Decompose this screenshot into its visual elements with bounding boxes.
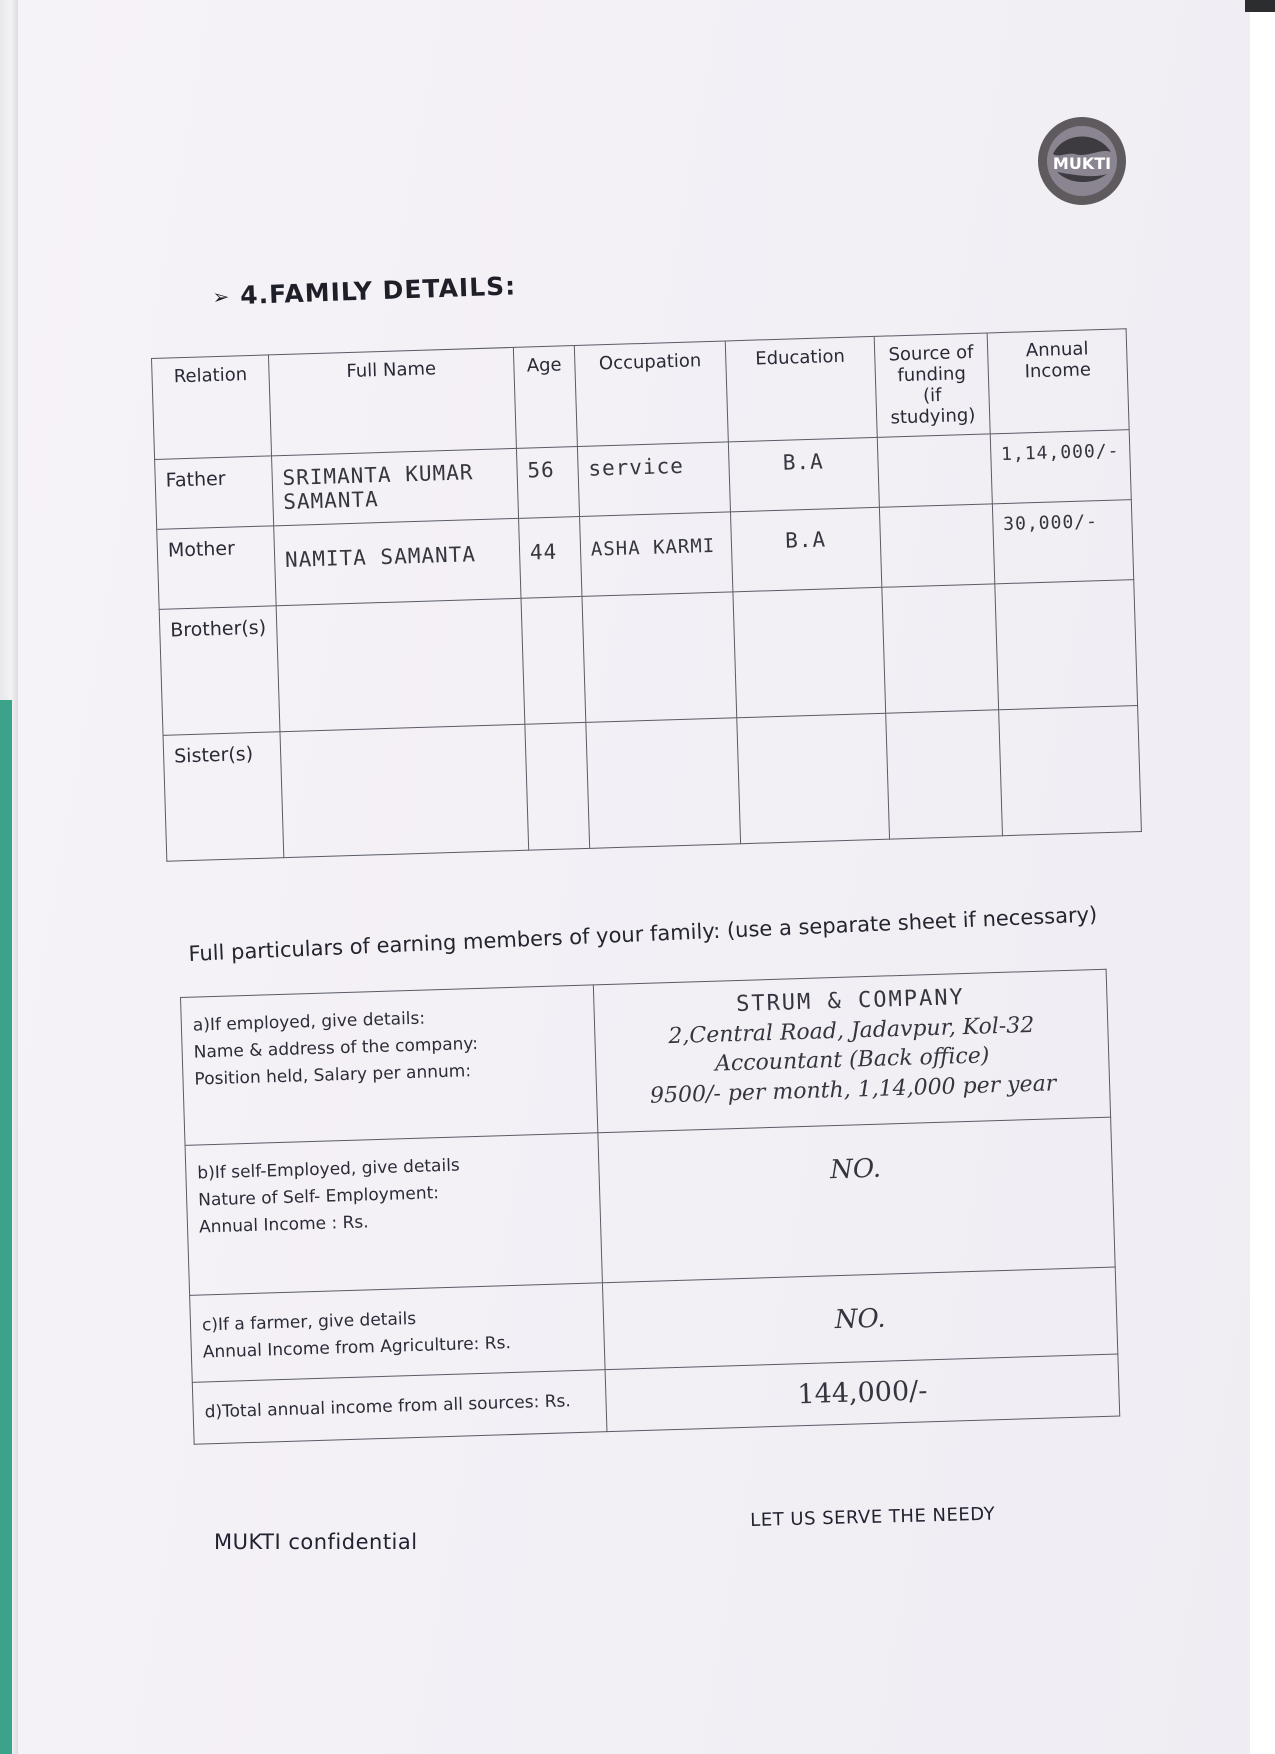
age-cell (525, 723, 586, 745)
relation-cell: Brother(s) (169, 616, 267, 642)
farmer-label-1: c)If a farmer, give details (201, 1308, 417, 1336)
total-label: d)Total annual income from all sources: Rs. (204, 1391, 572, 1423)
employed-label-3: Position held, Salary per annum: (194, 1061, 472, 1090)
particulars-heading: Full particulars of earning members of your family: (use a separate sheet if necessary) (188, 902, 1098, 966)
source-cell (882, 584, 995, 607)
source-cell (886, 710, 999, 733)
green-cover-edge (0, 700, 12, 1754)
age-cell: 56 (527, 457, 556, 483)
self-employed-label-3: Annual Income : Rs. (198, 1212, 369, 1238)
scan-corner (1245, 0, 1275, 12)
occupation-cell: service (587, 453, 685, 481)
occupation-cell (582, 592, 733, 617)
header-full-name: Full Name (346, 358, 437, 383)
arrow-bullet-icon: ➢ (212, 283, 231, 309)
relation-cell: Sister(s) (173, 743, 254, 768)
table-row (181, 969, 1111, 1145)
family-details-table (151, 328, 1142, 862)
relation-cell: Mother (167, 537, 236, 562)
footer-confidential: MUKTI confidential (214, 1530, 418, 1554)
earning-members-table (180, 969, 1120, 1445)
position-held: Accountant (Back office) (714, 1043, 990, 1078)
age-cell: 44 (529, 539, 558, 565)
company-address: 2,Central Road, Jadavpur, Kol-32 (668, 1012, 1035, 1049)
self-employed-label-1: b)If self-Employed, give details (197, 1155, 461, 1184)
farmer-answer: NO. (834, 1303, 887, 1336)
header-source-funding: Source of funding (if studying) (888, 341, 976, 429)
education-cell: B.A (784, 527, 827, 553)
employed-label-2: Name & address of the company: (193, 1034, 479, 1063)
header-annual-income: Annual Income (1024, 338, 1092, 383)
income-cell: 30,000/- (1002, 511, 1099, 536)
source-cell (880, 504, 993, 527)
farmer-labels (191, 1284, 603, 1381)
relation-cell: Father (165, 467, 226, 492)
header-relation: Relation (173, 364, 248, 388)
company-name: STRUM & COMPANY (735, 985, 966, 1018)
header-occupation: Occupation (598, 350, 702, 375)
self-employed-label-2: Nature of Self- Employment: (197, 1183, 440, 1211)
education-cell (733, 588, 882, 613)
total-answer: 144,000/- (797, 1375, 928, 1411)
document-page (18, 0, 1250, 1754)
name-cell: NAMITA SAMANTA (284, 542, 477, 572)
education-cell: B.A (782, 449, 825, 475)
header-age: Age (526, 354, 562, 377)
footer-tagline: LET US SERVE THE NEEDY (750, 1503, 996, 1531)
header-education: Education (754, 345, 846, 370)
education-cell (737, 714, 886, 739)
logo-text: MUKTI (1052, 154, 1112, 173)
income-cell (995, 580, 1134, 604)
occupation-cell: ASHA KARMI (590, 534, 716, 561)
farmer-label-2: Annual Income from Agriculture: Rs. (202, 1333, 512, 1363)
salary: 9500/- per month, 1,14,000 per year (649, 1071, 1057, 1109)
source-cell (878, 434, 991, 457)
employed-answer (595, 971, 1109, 1121)
income-cell (999, 706, 1138, 730)
section-title-text: 4.FAMILY DETAILS: (239, 271, 517, 311)
name-cell: SRIMANTA KUMAR SAMANTA (282, 460, 474, 515)
occupation-cell (586, 718, 737, 743)
employed-labels (182, 986, 595, 1108)
mukti-logo (1035, 114, 1129, 208)
self-employed-answer: NO. (829, 1153, 882, 1186)
age-cell (521, 597, 582, 619)
income-cell: 1,14,000/- (1000, 440, 1120, 466)
employed-label-1: a)If employed, give details: (192, 1008, 426, 1036)
self-employed-labels (187, 1134, 600, 1256)
table-row (185, 1117, 1115, 1295)
